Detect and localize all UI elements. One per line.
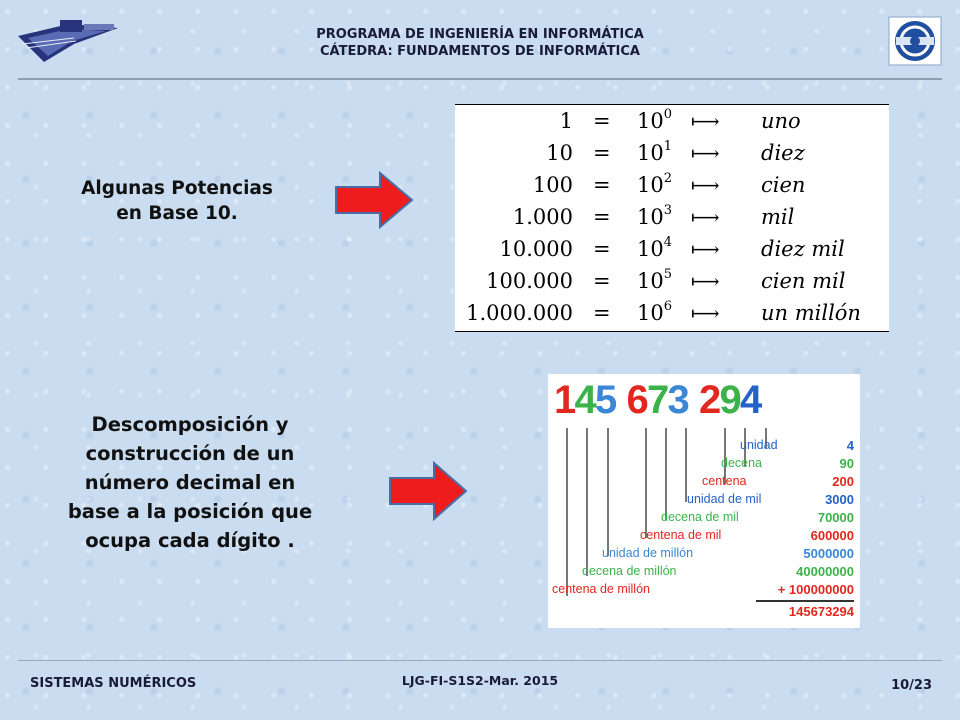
power-expression xyxy=(637,237,672,261)
power-expression xyxy=(637,301,672,325)
power-base: 10 xyxy=(637,301,664,325)
power-word: uno xyxy=(761,109,801,133)
power-exponent: 4 xyxy=(663,235,673,250)
place-label: decena xyxy=(721,456,763,470)
page-number: 10/23 xyxy=(891,678,932,693)
power-number: 100.000 xyxy=(486,269,573,293)
decomposition-figure xyxy=(548,374,860,628)
place-label: centena de mil xyxy=(640,528,722,542)
big-number xyxy=(554,378,761,423)
guide-line xyxy=(645,428,647,538)
place-label: unidad de millón xyxy=(602,546,694,560)
decomposition-label-line: número decimal en xyxy=(84,471,296,494)
power-base: 10 xyxy=(637,109,664,133)
power-number: 100 xyxy=(532,173,573,197)
total-value xyxy=(789,604,854,619)
power-number: 1.000 xyxy=(512,205,573,229)
powers-row xyxy=(455,171,889,202)
right-arrow-icon xyxy=(388,460,468,522)
power-word: cien xyxy=(761,173,806,197)
place-label: unidad de mil xyxy=(687,492,762,506)
powers-row xyxy=(455,267,889,298)
guide-line xyxy=(586,428,588,576)
power-word: cien mil xyxy=(761,269,846,293)
power-exponent: 2 xyxy=(663,171,673,186)
digit: 2 xyxy=(699,378,722,422)
header-course: CÁTEDRA: FUNDAMENTOS DE INFORMÁTICA xyxy=(320,44,640,59)
power-exponent: 3 xyxy=(663,203,673,218)
powers-row xyxy=(455,299,889,330)
power-base: 10 xyxy=(637,269,664,293)
power-exponent: 1 xyxy=(663,139,673,154)
equals-sign: = xyxy=(593,205,611,229)
guide-line xyxy=(665,428,667,520)
footer-code: LJG-FI-S1S2-Mar. 2015 xyxy=(401,673,559,688)
equals-sign: = xyxy=(593,141,611,165)
place-value: 5000000 xyxy=(803,546,854,561)
equals-sign: = xyxy=(593,109,611,133)
equals-sign: = xyxy=(593,237,611,261)
place-label: decena de millón xyxy=(582,564,677,578)
decomposition-label-line: construcción de un xyxy=(85,442,295,465)
place-value: 70000 xyxy=(817,510,854,525)
place-value: + 100000000 xyxy=(777,582,854,597)
header-title xyxy=(0,26,960,60)
power-exponent: 6 xyxy=(663,299,673,314)
digit: 4 xyxy=(740,378,763,422)
power-expression xyxy=(637,205,672,229)
powers-label-line1: Algunas Potencias xyxy=(81,178,273,199)
place-value: 4 xyxy=(846,438,854,453)
power-word: mil xyxy=(761,205,795,229)
equals-sign: = xyxy=(593,301,611,325)
power-expression xyxy=(637,141,672,165)
header-divider xyxy=(18,78,942,80)
power-word: diez mil xyxy=(761,237,845,261)
footer-divider xyxy=(18,660,942,661)
decomposition-label xyxy=(40,410,340,555)
digit: 1 xyxy=(554,378,577,422)
place-value: 40000000 xyxy=(796,564,854,579)
powers-row xyxy=(455,235,889,266)
powers-row xyxy=(455,203,889,234)
power-number: 1 xyxy=(559,109,573,133)
guide-line xyxy=(607,428,609,556)
digit: 5 xyxy=(595,378,618,422)
maps-to-arrow: ⟼ xyxy=(691,301,720,325)
digit: 7 xyxy=(647,378,670,422)
powers-label-line2: en Base 10. xyxy=(116,203,238,224)
guide-line xyxy=(685,428,687,502)
power-base: 10 xyxy=(637,141,664,165)
maps-to-arrow: ⟼ xyxy=(691,205,720,229)
power-exponent: 5 xyxy=(663,267,673,282)
digit: 9 xyxy=(719,378,742,422)
equals-sign: = xyxy=(593,173,611,197)
power-number: 1.000.000 xyxy=(466,301,573,325)
digit: 3 xyxy=(667,378,690,422)
equals-sign: = xyxy=(593,269,611,293)
power-number: 10 xyxy=(546,141,573,165)
power-word: diez xyxy=(761,141,805,165)
powers-row xyxy=(455,139,889,170)
powers-row xyxy=(455,107,889,138)
digit: 4 xyxy=(574,378,597,422)
maps-to-arrow: ⟼ xyxy=(691,109,720,133)
decomposition-label-line: base a la posición que xyxy=(67,500,313,523)
power-base: 10 xyxy=(637,205,664,229)
maps-to-arrow: ⟼ xyxy=(691,237,720,261)
power-expression xyxy=(637,173,672,197)
place-label: decena de mil xyxy=(661,510,739,524)
power-number: 10.000 xyxy=(499,237,573,261)
place-label: unidad xyxy=(740,438,778,452)
power-expression xyxy=(637,269,672,293)
department-logo xyxy=(888,16,942,66)
maps-to-arrow: ⟼ xyxy=(691,141,720,165)
powers-label xyxy=(52,176,302,226)
place-value: 600000 xyxy=(810,528,854,543)
powers-table xyxy=(455,104,889,332)
header-program: PROGRAMA DE INGENIERÍA EN INFORMÁTICA xyxy=(316,27,644,42)
power-base: 10 xyxy=(637,173,664,197)
decomposition-label-line: Descomposición y xyxy=(91,413,289,436)
digit: 6 xyxy=(626,378,649,422)
place-value: 90 xyxy=(839,456,854,471)
place-value: 200 xyxy=(832,474,854,489)
power-word: un millón xyxy=(761,301,861,325)
place-value: 3000 xyxy=(825,492,854,507)
power-expression xyxy=(637,109,672,133)
power-exponent: 0 xyxy=(663,107,673,122)
right-arrow-icon xyxy=(334,170,414,230)
decomposition-label-line: ocupa cada dígito . xyxy=(85,529,295,552)
maps-to-arrow: ⟼ xyxy=(691,173,720,197)
power-base: 10 xyxy=(637,237,664,261)
maps-to-arrow: ⟼ xyxy=(691,269,720,293)
guide-line xyxy=(566,428,568,596)
place-label: centena de millón xyxy=(552,582,650,596)
total-digits: 145673294 xyxy=(788,604,854,619)
footer-topic: SISTEMAS NUMÉRICOS xyxy=(30,676,197,691)
place-label: centena xyxy=(702,474,747,488)
sum-rule xyxy=(756,600,854,602)
